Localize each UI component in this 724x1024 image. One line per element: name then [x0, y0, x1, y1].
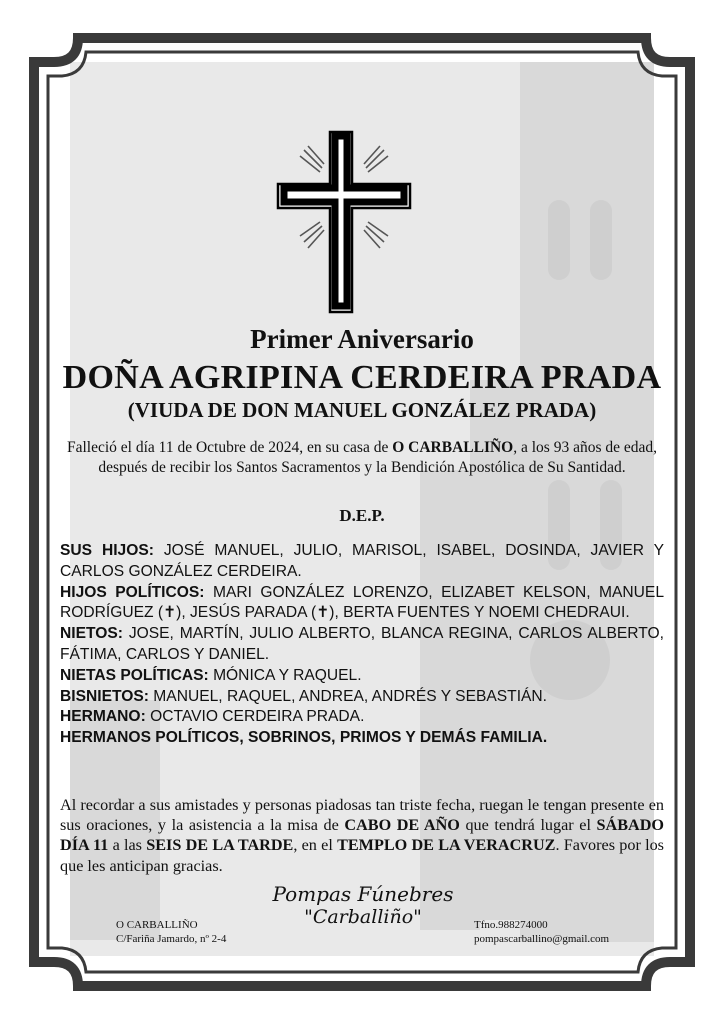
family-names: JOSÉ MANUEL, JULIO, MARISOL, ISABEL, DOSINDA, JAVIER Y CARLOS GONZÁLEZ CERDEIRA. — [60, 542, 664, 580]
text-run: que tendrá lugar el — [459, 816, 597, 835]
family-names: MÓNICA Y RAQUEL. — [208, 666, 362, 684]
death-notice-text — [60, 438, 664, 478]
address-city: O CARBALLIÑO — [116, 919, 198, 931]
funeral-home-address — [116, 918, 226, 946]
family-entry — [60, 624, 664, 666]
bold-run: SÁBADO DÍA 11 — [60, 816, 665, 855]
dep-label: D.E.P. — [339, 506, 385, 525]
fallecio-place: O CARBALLIÑO — [392, 439, 514, 456]
deceased-name: DOÑA AGRIPINA CERDEIRA PRADA — [62, 359, 662, 396]
family-label: HERMANO: — [60, 708, 146, 726]
fallecio-post: , a los 93 años de edad, después de recibir los Santos Sacramentos y la Bendición Apostólica de Su Santidad. — [98, 439, 658, 476]
logo-line2: "Carballiño" — [304, 906, 422, 928]
contact-phone: Tfno.988274000 — [474, 919, 548, 931]
text-run: Al recordar a sus amistades y personas piadosas tan triste fecha, ruegan le tengan presente en sus oraciones, y la asistencia a la misa de — [60, 796, 664, 835]
family-entry — [60, 541, 664, 583]
funeral-home-logo — [258, 882, 468, 952]
bold-run: SEIS DE LA TARDE — [146, 836, 294, 855]
family-entry — [60, 583, 664, 625]
address-street: C/Fariña Jamardo, nº 2-4 — [116, 933, 227, 945]
text-run: , en el — [293, 836, 338, 855]
logo-line1: Pompas Fúnebres — [272, 882, 454, 906]
funeral-home-contact — [474, 918, 609, 946]
fallecio-pre: Falleció el día 11 de Octubre de 2024, en su casa de — [66, 439, 393, 456]
mass-announcement — [60, 795, 664, 876]
contact-email: pompascarballino@gmail.com — [474, 933, 610, 945]
family-names: JOSE, MARTÍN, JULIO ALBERTO, BLANCA REGINA, CARLOS ALBERTO, FÁTIMA, CARLOS Y DANIEL. — [60, 625, 664, 663]
family-entry — [60, 728, 664, 749]
cross-icon — [274, 122, 414, 318]
family-names: OCTAVIO CERDEIRA PRADA. — [145, 708, 365, 726]
family-list — [60, 541, 664, 749]
anniversary-title: Primer Aniversario — [250, 324, 474, 354]
bold-run: CABO DE AÑO — [344, 816, 460, 835]
family-names: MANUEL, RAQUEL, ANDREA, ANDRÉS Y SEBASTIÁN. — [148, 687, 548, 705]
family-entry — [60, 707, 664, 728]
widow-of-line: (VIUDA DE DON MANUEL GONZÁLEZ PRADA) — [127, 398, 597, 422]
text-run: a las — [108, 836, 147, 855]
family-entry — [60, 666, 664, 687]
family-label: SUS HIJOS: — [60, 542, 154, 559]
family-entry — [60, 687, 664, 708]
text-run: . Favores por los que les anticipan gracias. — [60, 836, 664, 875]
family-label: NIETAS POLÍTICAS: — [60, 666, 209, 684]
family-label: BISNIETOS: — [60, 687, 149, 705]
family-names: MARI GONZÁLEZ LORENZO, ELIZABET KELSON, MANUEL RODRÍGUEZ (✝), JESÚS PARADA (✝), BERTA FUENTES Y NOEMI CHEDRAUI. — [60, 583, 665, 622]
bold-run: TEMPLO DE LA VERACRUZ — [337, 836, 556, 855]
family-label: HIJOS POLÍTICOS: — [60, 583, 205, 601]
family-label: HERMANOS POLÍTICOS, SOBRINOS, PRIMOS Y DEMÁS FAMILIA. — [60, 729, 548, 747]
family-label: NIETOS: — [60, 625, 123, 643]
